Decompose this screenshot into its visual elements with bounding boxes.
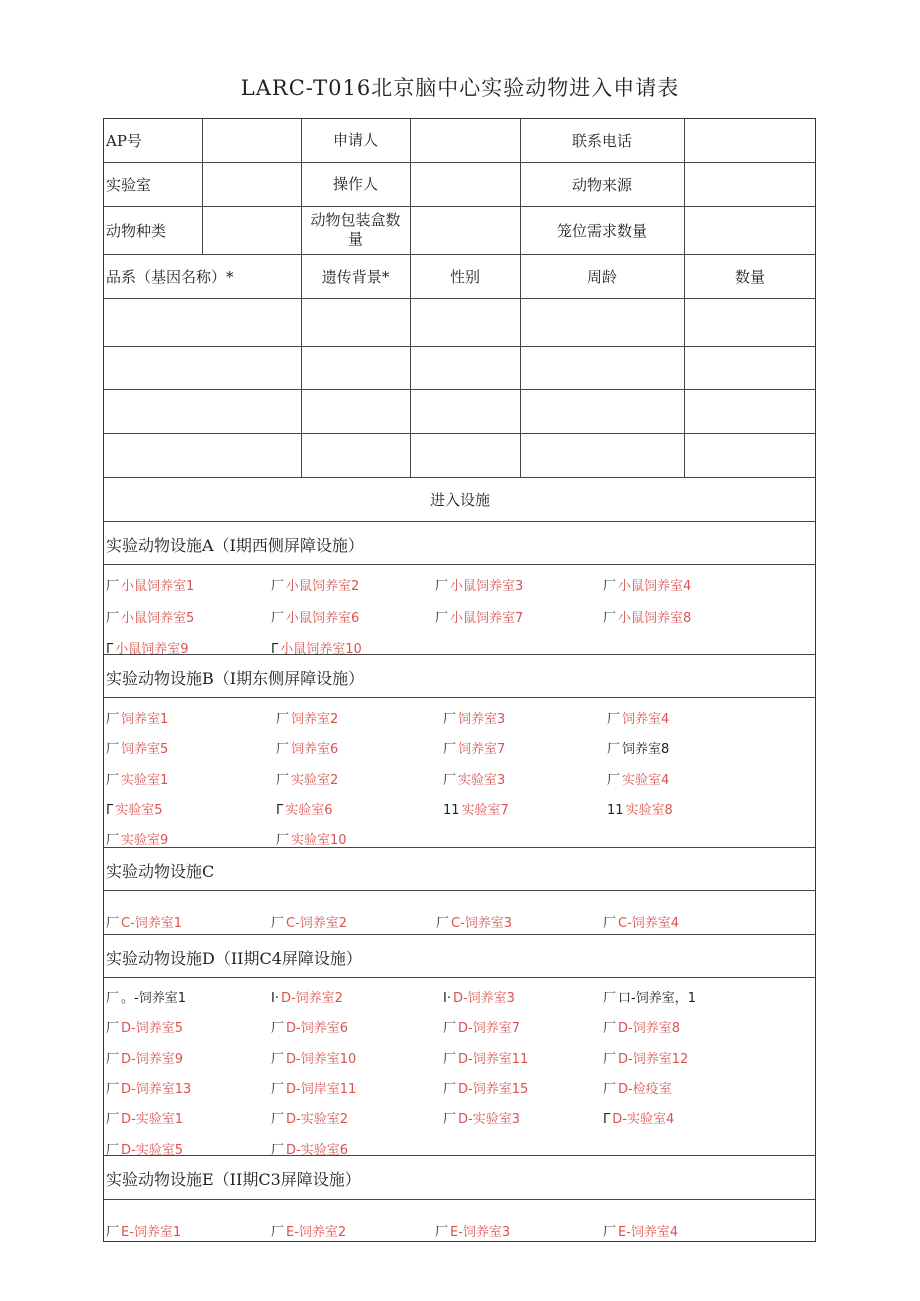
facility-room-option[interactable] [443, 987, 515, 1006]
facility-room-option[interactable] [271, 638, 362, 657]
facility-room-option[interactable] [443, 738, 505, 757]
checkbox-icon[interactable]: 厂 [435, 610, 449, 626]
room-label: E-饲养室3 [450, 1225, 511, 1240]
facility-room-option[interactable] [276, 829, 347, 848]
application-form [103, 118, 816, 1242]
facility-room-option[interactable] [271, 987, 343, 1006]
room-label: D-饲养室9 [121, 1051, 183, 1067]
room-label: 实验室2 [291, 772, 339, 788]
checkbox-icon[interactable]: 厂 [603, 1081, 617, 1097]
facility-room-option[interactable] [607, 738, 669, 757]
facility-room-option[interactable] [106, 738, 168, 757]
room-label: 实验室6 [285, 802, 333, 818]
facility-c-title: 实验动物设施C [106, 862, 215, 881]
facility-room-option[interactable] [603, 607, 691, 626]
checkbox-icon[interactable]: 厂 [603, 579, 617, 594]
facility-room-option[interactable] [603, 1108, 674, 1127]
room-label: C-饲养室1 [121, 916, 183, 931]
room-label: 小鼠饲养室8 [618, 610, 692, 626]
room-label: D-实验室2 [286, 1112, 348, 1128]
room-label: D-饲养室6 [286, 1021, 348, 1037]
checkbox-icon[interactable]: I· [271, 991, 279, 1006]
room-label: D-饲养室8 [618, 1021, 680, 1037]
room-label: D-饲养室12 [618, 1051, 689, 1067]
facility-room-option[interactable] [271, 1017, 348, 1036]
checkbox-icon[interactable]: 厂 [271, 1051, 285, 1067]
room-label: 实验室8 [625, 802, 673, 818]
room-label: 实验室3 [458, 772, 506, 788]
facility-room-option[interactable] [271, 1078, 356, 1097]
header-value-2c[interactable] [684, 162, 816, 206]
room-label: D-饲养室15 [458, 1081, 529, 1097]
checkbox-icon[interactable]: 厂 [106, 916, 120, 931]
header-value-1c[interactable] [684, 119, 816, 162]
checkbox-icon[interactable]: 厂 [106, 712, 120, 727]
facility-a-title: 实验动物设施A（I期西侧屏障设施） [106, 536, 364, 555]
facility-room-option[interactable] [276, 738, 338, 757]
facility-room-option[interactable] [607, 708, 669, 727]
checkbox-icon[interactable]: 厂 [607, 712, 621, 727]
room-label: D-饲养室13 [121, 1081, 192, 1097]
facility-room-option[interactable] [603, 1221, 678, 1240]
checkbox-icon[interactable]: Γ [106, 642, 114, 657]
facility-room-option[interactable] [435, 575, 523, 594]
checkbox-icon[interactable]: 厂 [443, 1021, 457, 1037]
checkbox-icon[interactable]: 11 [607, 802, 624, 818]
checkbox-icon[interactable]: 厂 [443, 1112, 457, 1128]
checkbox-icon[interactable]: 厂 [607, 772, 621, 788]
room-label: D-饲养室10 [286, 1051, 357, 1067]
facility-room-option[interactable] [271, 1221, 346, 1240]
room-label: D-饲养室3 [452, 991, 515, 1006]
checkbox-icon[interactable]: 厂 [271, 1112, 285, 1128]
facility-d-title: 实验动物设施D（II期C4屏障设施） [106, 949, 362, 968]
facility-room-option[interactable] [435, 1221, 510, 1240]
facility-room-option[interactable] [443, 708, 505, 727]
facility-room-option[interactable] [106, 987, 186, 1006]
checkbox-icon[interactable]: 厂 [271, 1021, 285, 1037]
room-label: D-饲养室5 [121, 1021, 183, 1037]
room-label: 实验室4 [622, 772, 670, 788]
room-label: 实验室7 [461, 802, 509, 818]
facility-room-option[interactable] [106, 708, 168, 727]
checkbox-icon[interactable]: 厂 [106, 833, 120, 849]
header-label-1a: AP号 [106, 132, 142, 150]
header-value-2b[interactable] [410, 162, 520, 206]
room-label: 饲养室2 [291, 712, 339, 727]
facility-room-option[interactable] [443, 1017, 520, 1036]
header-label-3b: 动物包装盒数量 [310, 211, 401, 248]
room-label: 实验室1 [121, 772, 169, 788]
facility-room-option[interactable] [106, 1139, 183, 1158]
checkbox-icon[interactable]: 厂 [106, 991, 120, 1006]
room-label: 饲养室7 [458, 742, 506, 758]
facility-room-option[interactable] [271, 575, 359, 594]
room-label: D-饲养室11 [458, 1051, 529, 1067]
header-label-1b: 申请人 [332, 131, 378, 149]
facility-room-option[interactable] [603, 987, 696, 1006]
room-label: 小鼠饲养室3 [450, 579, 524, 594]
facility-room-option[interactable] [106, 1017, 183, 1036]
checkbox-icon[interactable]: 厂 [276, 833, 290, 849]
room-label: D-饲养室7 [458, 1021, 520, 1037]
room-label: D-实验室6 [286, 1142, 348, 1158]
checkbox-icon[interactable]: 厂 [106, 1021, 120, 1037]
header-label-3a: 动物种类 [106, 221, 167, 240]
header-label-1c: 联系电话 [571, 132, 632, 150]
checkbox-icon[interactable]: 厂 [106, 1051, 120, 1067]
room-label: D-检疫室 [618, 1081, 672, 1097]
facility-room-option[interactable] [443, 1078, 528, 1097]
checkbox-icon[interactable]: 厂 [436, 916, 450, 931]
header-label-2c: 动物来源 [571, 175, 632, 194]
checkbox-icon[interactable]: Γ [276, 802, 284, 818]
entry-facility-title: 进入设施 [429, 490, 490, 509]
facility-room-option[interactable] [106, 912, 182, 931]
checkbox-icon[interactable]: I· [443, 991, 451, 1006]
room-label: 饲养室6 [291, 742, 339, 758]
checkbox-icon[interactable]: 厂 [271, 1225, 285, 1240]
checkbox-icon[interactable]: 厂 [443, 712, 457, 727]
facility-room-option[interactable] [603, 1048, 688, 1067]
facility-room-option[interactable] [106, 799, 163, 818]
checkbox-icon[interactable]: 厂 [443, 772, 457, 788]
header-value-3a[interactable] [202, 206, 301, 254]
room-label: D-实验室4 [612, 1112, 675, 1128]
facility-room-option[interactable] [106, 769, 168, 788]
checkbox-icon[interactable]: 厂 [271, 1081, 285, 1097]
col-background: 遗传背景* [321, 267, 390, 286]
facility-room-option[interactable] [603, 912, 679, 931]
checkbox-icon[interactable]: 厂 [443, 742, 457, 758]
header-value-2a[interactable] [202, 162, 301, 206]
facility-room-option[interactable] [276, 769, 338, 788]
facility-room-option[interactable] [435, 607, 523, 626]
room-label: 小鼠饲养室10 [280, 642, 362, 657]
room-label: 小鼠饲养室2 [286, 579, 360, 594]
checkbox-icon[interactable]: 厂 [276, 772, 290, 788]
room-label: 饲养室5 [121, 742, 169, 758]
page-title: LARC-T016北京脑中心实验动物进入申请表 [240, 76, 680, 100]
checkbox-icon[interactable]: 厂 [435, 579, 449, 594]
checkbox-icon[interactable]: 厂 [435, 1225, 449, 1240]
facility-room-option[interactable] [607, 799, 673, 818]
checkbox-icon[interactable]: 厂 [276, 742, 290, 758]
room-label: 饲养室4 [622, 712, 670, 727]
checkbox-icon[interactable]: Γ [106, 802, 114, 818]
room-label: 。-饲养室1 [121, 991, 186, 1006]
room-label: C-饲养室3 [451, 916, 513, 931]
facility-room-option[interactable] [271, 1108, 348, 1127]
header-value-1a[interactable] [202, 119, 301, 162]
facility-room-option[interactable] [436, 912, 512, 931]
facility-room-option[interactable] [276, 708, 338, 727]
facility-b-title: 实验动物设施B（I期东侧屏障设施） [106, 669, 365, 688]
room-label: 饲养室1 [121, 712, 169, 727]
room-label: D-饲岸室11 [286, 1081, 357, 1097]
checkbox-icon[interactable]: 厂 [603, 916, 617, 931]
col-age: 周龄 [586, 267, 617, 286]
header-label-2a: 实验室 [106, 175, 152, 194]
facility-room-option[interactable] [271, 607, 359, 626]
checkbox-icon[interactable]: Γ [271, 642, 279, 657]
facility-room-option[interactable] [106, 1108, 183, 1127]
checkbox-icon[interactable]: 厂 [603, 991, 617, 1006]
facility-room-option[interactable] [607, 769, 669, 788]
facility-room-option[interactable] [443, 799, 509, 818]
facility-room-option[interactable] [106, 829, 168, 848]
header-value-3b[interactable] [410, 206, 520, 254]
facility-room-option[interactable] [603, 1017, 680, 1036]
checkbox-icon[interactable]: 厂 [106, 1081, 120, 1097]
facility-room-option[interactable] [276, 799, 333, 818]
room-label: C-饲养室2 [286, 916, 348, 931]
room-label: 小鼠饲养室4 [618, 579, 692, 594]
room-label: 小鼠饲养室1 [121, 579, 195, 594]
checkbox-icon[interactable]: 厂 [106, 742, 120, 758]
facility-room-option[interactable] [443, 1048, 528, 1067]
facility-room-option[interactable] [603, 1078, 672, 1097]
checkbox-icon[interactable]: 厂 [603, 610, 617, 626]
checkbox-icon[interactable]: 厂 [271, 610, 285, 626]
room-label: 小鼠饲养室6 [286, 610, 360, 626]
room-label: 实验室10 [291, 833, 347, 849]
checkbox-icon[interactable]: 厂 [106, 610, 120, 626]
room-label: 口-饲养室，1 [618, 991, 696, 1006]
facility-e-title: 实验动物设施E（II期C3屏障设施） [106, 1170, 361, 1189]
checkbox-icon[interactable]: 厂 [607, 742, 621, 758]
checkbox-icon[interactable]: 厂 [443, 1081, 457, 1097]
checkbox-icon[interactable]: 厂 [106, 772, 120, 788]
checkbox-icon[interactable]: 厂 [603, 1021, 617, 1037]
col-quantity: 数量 [734, 267, 765, 286]
room-label: E-饲养室4 [618, 1225, 679, 1240]
facility-room-option[interactable] [271, 1048, 356, 1067]
facility-room-option[interactable] [106, 607, 194, 626]
room-label: D-饲养室2 [280, 991, 343, 1006]
checkbox-icon[interactable]: 厂 [276, 712, 290, 727]
checkbox-icon[interactable]: Γ [603, 1112, 611, 1128]
room-label: E-饲养室2 [286, 1225, 347, 1240]
checkbox-icon[interactable]: 厂 [603, 1051, 617, 1067]
room-label: 小鼠饲养室5 [121, 610, 195, 626]
room-label: 实验室5 [115, 802, 163, 818]
header-label-2b: 操作人 [332, 174, 378, 193]
room-label: D-实验室1 [121, 1112, 183, 1128]
checkbox-icon[interactable]: 厂 [106, 1142, 120, 1158]
room-label: E-饲养室1 [121, 1225, 182, 1240]
room-label: 实验室9 [121, 833, 169, 849]
checkbox-icon[interactable]: 厂 [106, 579, 120, 594]
col-strain: 品系（基因名称）* [106, 267, 234, 286]
col-sex: 性别 [449, 267, 480, 286]
room-label: D-实验室3 [458, 1112, 520, 1128]
room-label: 小鼠饲养室9 [115, 642, 189, 657]
room-label: C-饲养室4 [618, 916, 680, 931]
facility-room-option[interactable] [443, 1108, 520, 1127]
checkbox-icon[interactable]: 厂 [271, 579, 285, 594]
room-label: D-实验室5 [121, 1142, 183, 1158]
facility-room-option[interactable] [106, 575, 194, 594]
header-value-1b[interactable] [410, 119, 520, 162]
checkbox-icon[interactable]: 厂 [443, 1051, 457, 1067]
room-label: 饲养室8 [622, 742, 670, 758]
facility-room-option[interactable] [106, 1078, 191, 1097]
checkbox-icon[interactable]: 厂 [106, 1225, 120, 1240]
checkbox-icon[interactable]: 厂 [603, 1225, 617, 1240]
facility-room-option[interactable] [106, 1048, 183, 1067]
facility-room-option[interactable] [106, 638, 189, 657]
checkbox-icon[interactable]: 厂 [106, 1112, 120, 1128]
checkbox-icon[interactable]: 厂 [271, 1142, 285, 1158]
facility-room-option[interactable] [443, 769, 505, 788]
checkbox-icon[interactable]: 11 [443, 802, 460, 818]
header-label-3c: 笼位需求数量 [556, 221, 647, 240]
facility-room-option[interactable] [106, 1221, 181, 1240]
facility-room-option[interactable] [271, 912, 347, 931]
header-value-3c[interactable] [684, 206, 816, 254]
facility-room-option[interactable] [271, 1139, 348, 1158]
room-label: 饲养室3 [458, 712, 506, 727]
checkbox-icon[interactable]: 厂 [271, 916, 285, 931]
room-label: 小鼠饲养室7 [450, 610, 524, 626]
facility-room-option[interactable] [603, 575, 691, 594]
